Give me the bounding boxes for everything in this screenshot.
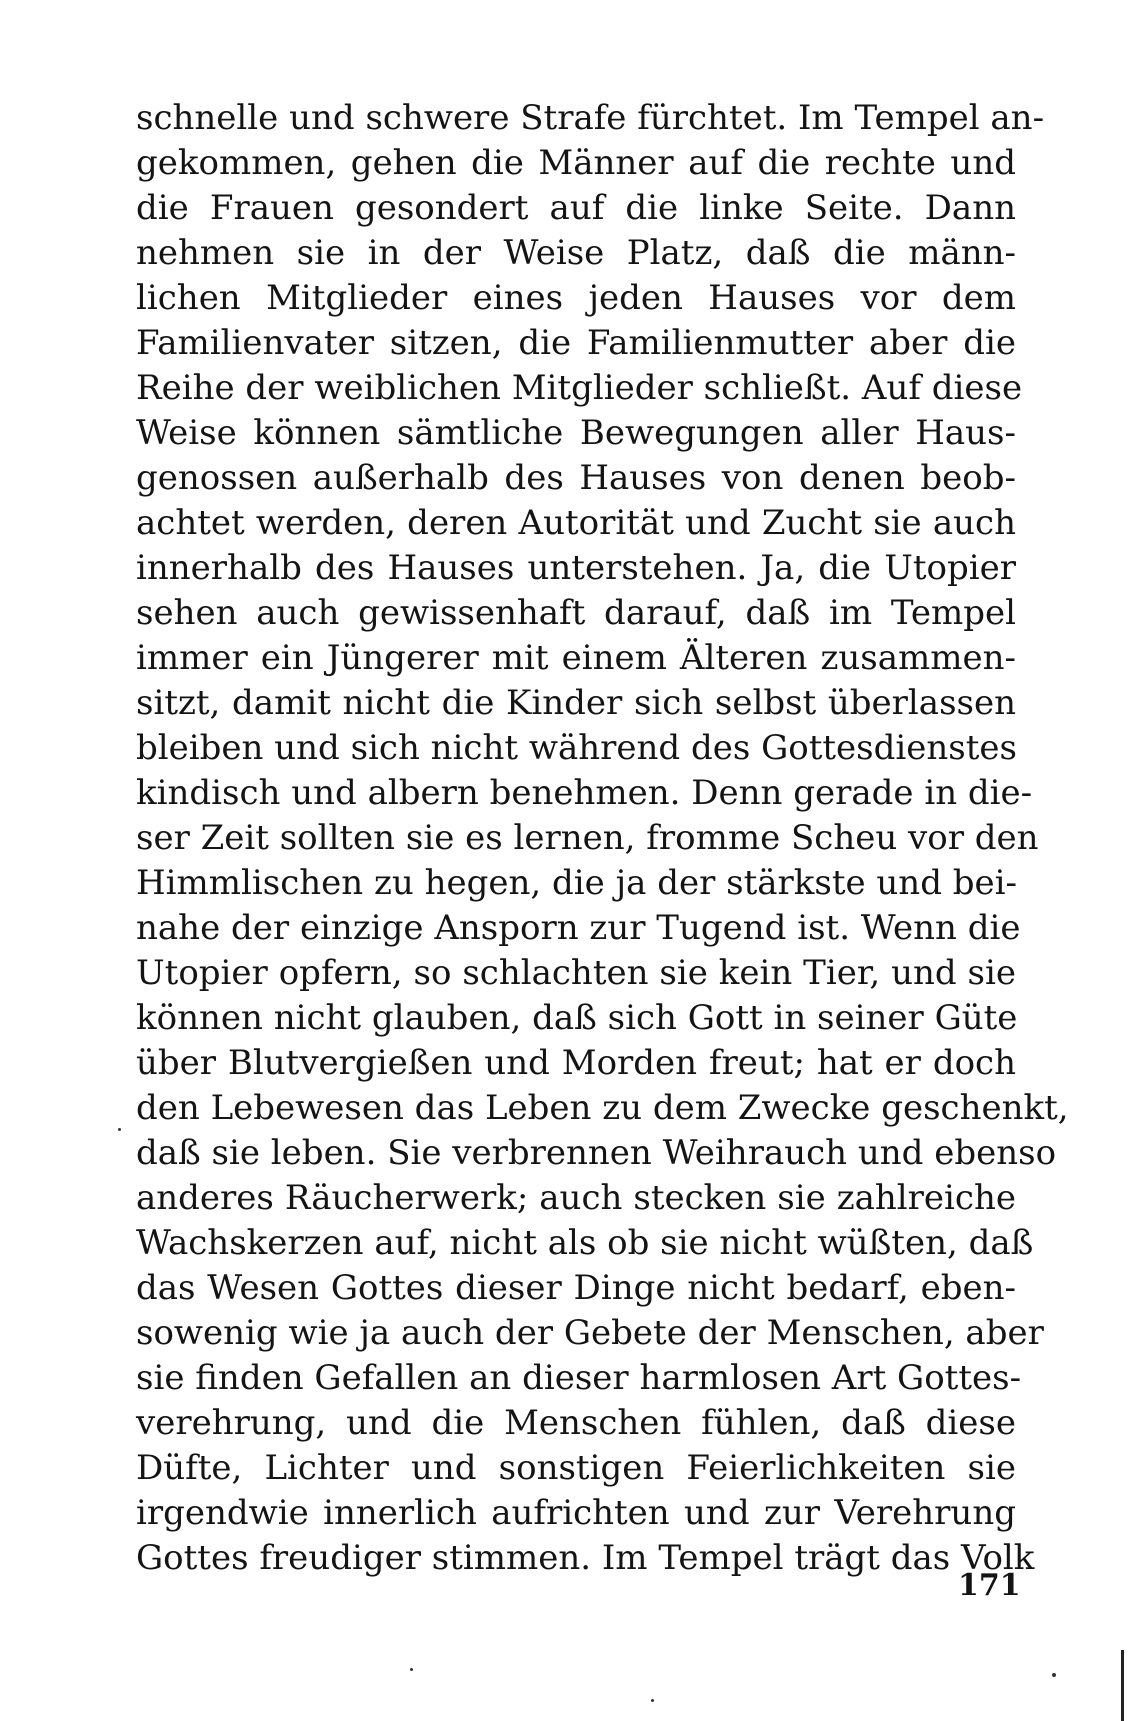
text-line: innerhalb des Hauses unterstehen. Ja, die Utopier	[136, 548, 1016, 588]
text-line: Familienvater sitzen, die Familienmutter aber die	[136, 323, 1016, 363]
text-line: über Blutvergießen und Morden freut; hat er doch	[136, 1043, 1016, 1083]
text-line: sowenig wie ja auch der Gebete der Menschen, aber	[136, 1313, 1044, 1353]
scan-edge-mark	[1121, 1650, 1124, 1721]
text-line: Reihe der weiblichen Mitglieder schließt. Auf diese	[136, 368, 1023, 408]
text-line: Wachskerzen auf, nicht als ob sie nicht wüßten, daß	[136, 1223, 1034, 1263]
text-line: lichen Mitglieder eines jeden Hauses vor dem	[136, 278, 1016, 318]
page-number: 171	[958, 1568, 1021, 1603]
text-line: Utopier opfern, so schlachten sie kein Tier, und sie	[136, 953, 1016, 993]
text-line: sehen auch gewissenhaft darauf, daß im Tempel	[136, 593, 1016, 633]
text-line: gekommen, gehen die Männer auf die rechte und	[136, 143, 1016, 183]
scan-speck	[410, 1668, 413, 1671]
scan-speck	[651, 1699, 654, 1702]
text-line: nehmen sie in der Weise Platz, daß die männ-	[136, 233, 1016, 273]
text-line: daß sie leben. Sie verbrennen Weihrauch und ebenso	[136, 1133, 1057, 1173]
text-line: achtet werden, deren Autorität und Zucht sie auch	[136, 503, 1016, 543]
scan-speck	[1052, 1673, 1056, 1677]
text-line: können nicht glauben, daß sich Gott in seiner Güte	[136, 998, 1018, 1038]
text-line: anderes Räucherwerk; auch stecken sie zahlreiche	[136, 1178, 1016, 1218]
text-line: kindisch und albern benehmen. Denn gerade in die-	[136, 773, 1033, 813]
text-line: nahe der einzige Ansporn zur Tugend ist. Wenn die	[136, 908, 1021, 948]
text-line: das Wesen Gottes dieser Dinge nicht bedarf, eben-	[136, 1268, 1016, 1308]
text-line: sie finden Gefallen an dieser harmlosen Art Gottes-	[136, 1358, 1022, 1398]
scan-speck	[118, 1128, 121, 1131]
text-line: ser Zeit sollten sie es lernen, fromme Scheu vor den	[136, 818, 1039, 858]
text-line: Gottes freudiger stimmen. Im Tempel trägt das Volk	[136, 1538, 1035, 1578]
text-line: Himmlischen zu hegen, die ja der stärkste und bei-	[136, 863, 1018, 903]
body-text	[136, 96, 1069, 1581]
text-line: Weise können sämtliche Bewegungen aller Haus-	[136, 413, 1016, 453]
text-line: den Lebewesen das Leben zu dem Zwecke geschenkt,	[136, 1088, 1069, 1128]
text-line: sitzt, damit nicht die Kinder sich selbst überlassen	[136, 683, 1016, 723]
text-line: Düfte, Lichter und sonstigen Feierlichkeiten sie	[136, 1448, 1016, 1488]
text-line: verehrung, und die Menschen fühlen, daß diese	[136, 1403, 1016, 1443]
text-line: bleiben und sich nicht während des Gottesdienstes	[136, 728, 1017, 768]
text-line: immer ein Jüngerer mit einem Älteren zusammen-	[136, 638, 1016, 678]
text-line: schnelle und schwere Strafe fürchtet. Im Tempel an-	[136, 98, 1045, 138]
text-line: genossen außerhalb des Hauses von denen beob-	[136, 458, 1016, 498]
text-line: irgendwie innerlich aufrichten und zur Verehrung	[136, 1493, 1016, 1533]
text-line: die Frauen gesondert auf die linke Seite. Dann	[136, 188, 1016, 228]
